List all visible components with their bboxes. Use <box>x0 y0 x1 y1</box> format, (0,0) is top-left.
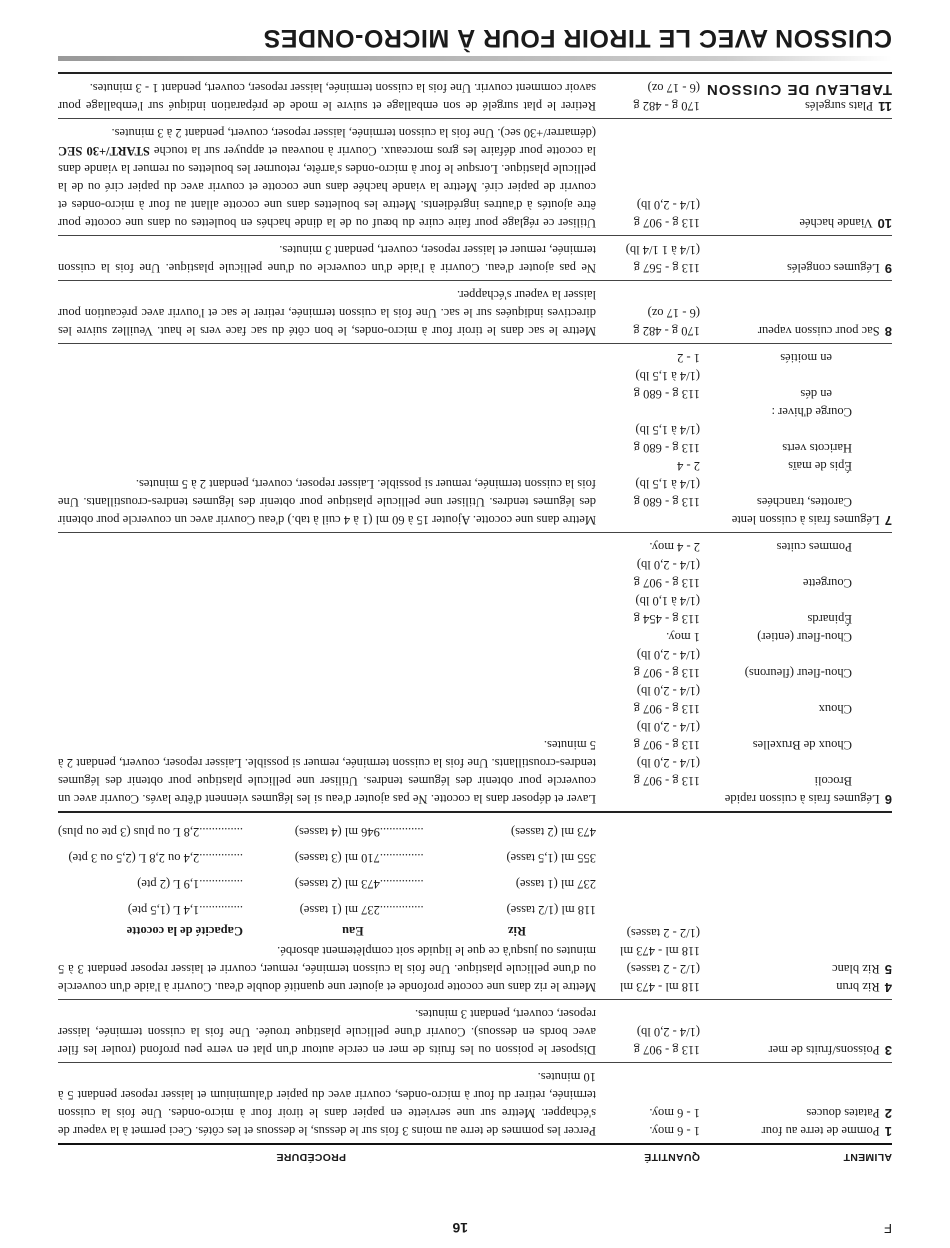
food-label: Pomme de terre au four <box>761 1124 880 1138</box>
procedure-cell: Mettre le sac dans le tiroir four à micro-ondes, le bon côté du sac face vers le haut. Veuillez suivre les directives indiquées sur le sac. Une fois la cuisson terminée, retirer le sac et l'ouvrir avec précaution pour laisser la vapeur s'échapper. <box>58 281 596 344</box>
rice-cell: ..............2,4 ou 2,8 L (2,5 ou 3 pte) <box>68 851 243 865</box>
quantity-line: (6 - 17 oz) <box>647 306 700 320</box>
food-label: Riz brun <box>836 980 880 994</box>
food-label: Patates douces <box>806 1106 880 1120</box>
quantity-line: 113 g - 907 g <box>633 666 700 680</box>
procedure-text: Utiliser ce réglage pour faire cuire du bœuf ou de la dinde hachés en boulettes ou dans une cocotte pour être ajoutés à d'autres ingrédients. Mettre les boulettes dans une cocotte allant au four à micro-ondes et couvrir de papier ciré. Mettre la viande hachée dans une cocotte et couvrir avec du papier ciré ou de la pellicule plastique. Lorsque le four à micro-ondes s'arrête, retourner les boulettes ou remuer la viande dans la cocotte pour défaire les gros morceaux. Couvrir à nouveau et appuyer sur la touche <box>58 144 596 230</box>
food-subitem-list <box>700 349 892 511</box>
quantity-line: 118 ml - 473 ml <box>619 980 700 994</box>
item-number: 11 <box>878 99 892 114</box>
header-procedure: PROCÉDURE <box>58 1144 596 1168</box>
quantity-line: (6 - 17 oz) <box>647 81 700 95</box>
rice-header-water: Eau <box>342 924 364 938</box>
quantity-line: 113 g - 907 g <box>633 702 700 716</box>
quantity-line: (1/4 - 2,0 lb) <box>636 648 700 662</box>
quantity-line: 113 g - 680 g <box>633 441 700 455</box>
item-number: 8 <box>884 324 892 339</box>
food-cell <box>700 344 892 533</box>
food-item <box>700 960 892 978</box>
rice-cell: ..............1,9 L (2 pte) <box>137 877 243 891</box>
food-item <box>700 790 892 808</box>
title-rule <box>58 56 892 61</box>
food-subitem: Choux de Bruxelles <box>752 738 852 752</box>
food-subitem: Épis de maïs <box>788 459 852 473</box>
language-marker: F <box>884 1221 892 1236</box>
food-subitem: Brocoli <box>814 774 852 788</box>
food-item <box>700 259 892 277</box>
food-label: Légumes congelés <box>786 261 880 275</box>
quantity-line: (1/4 - 2,0 lb) <box>636 1025 700 1039</box>
quantity-cell <box>596 119 700 236</box>
food-subitem <box>700 421 852 439</box>
item-number: 4 <box>884 980 892 995</box>
rice-table-row <box>58 870 596 896</box>
quantity-line: (1/4 à 1,5 lb) <box>635 369 700 383</box>
food-subitem: en dés <box>800 387 832 401</box>
rice-table-row <box>58 896 596 922</box>
procedure-cell: Disposer le poisson ou les fruits de mer en cercle autour d'un plat en verre peu profond (rouler les filer avec bords en dessous). Couvrir d'une pellicule plastique trouée. Une fois la cuisson terminée, laisser reposer, couvert, pendant 3 minutes. <box>58 1000 596 1063</box>
food-subitem: Épinards <box>807 612 852 626</box>
item-number: 6 <box>884 792 892 807</box>
item-number: 9 <box>884 261 892 276</box>
quantity-line: (1/4 à 1 1/4 lb) <box>625 243 700 257</box>
quantity-line: 113 g - 907 g <box>633 216 700 230</box>
food-subitem <box>700 556 852 574</box>
food-subitem: Courge d'hiver : <box>771 405 852 419</box>
header-food: ALIMENT <box>700 1144 892 1168</box>
food-subitem <box>700 754 852 772</box>
quantity-line: 113 g - 680 g <box>633 387 700 401</box>
quantity-line: 1 - 6 moy. <box>649 1106 700 1120</box>
food-item <box>700 97 892 115</box>
cooking-table <box>58 72 892 1168</box>
quantity-cell <box>596 812 700 1000</box>
food-subitem: en moitiés <box>780 351 832 365</box>
food-subitem <box>700 475 852 493</box>
quantity-line: 113 g - 907 g <box>633 774 700 788</box>
table-row <box>58 533 892 813</box>
quantity-line: 1 moy. <box>666 630 700 644</box>
food-subitem: Haricots verts <box>782 441 852 455</box>
quantity-cell <box>596 281 700 344</box>
quantity-cell <box>596 1000 700 1063</box>
quantity-cell <box>596 344 700 533</box>
procedure-text: Mettre le riz dans une cocotte profonde et ajouter une quantité double d'eau. Couvrir à l'aide d'un couvercle ou d'une pellicule plastique. Une fois la cuisson terminée, remuer, couvrir et laisser reposer pendant 3 à 5 minutes ou jusqu'à ce que le liquide soit complètement absorbé. <box>58 944 596 994</box>
quantity-cell <box>596 73 700 119</box>
page-title: CUISSON AVEC LE TIROIR FOUR À MICRO-ONDES <box>263 24 892 52</box>
quantity-line: 113 g - 907 g <box>633 576 700 590</box>
food-item <box>700 1041 892 1059</box>
quantity-line: 1 - 2 <box>677 351 700 365</box>
food-label: Poissons/fruits de mer <box>768 1043 880 1057</box>
food-item <box>700 214 892 232</box>
procedure-cell <box>58 119 596 236</box>
procedure-cell: Mettre dans une cocotte. Ajouter 15 à 60 ml (1 à 4 cuil à tab.) d'eau Couvrir avec un couvercle pour obtenir des légumes tendres. Utiliser une pellicule plastique pour obtenir des légumes tendres-croustillants. Une fois la cuisson terminée, remuer si possible. Laisser reposer, couvert, pendant 2 à 5 minutes. <box>58 344 596 533</box>
food-subitem: Pommes cuites <box>776 540 852 554</box>
table-row <box>58 119 892 236</box>
item-number: 7 <box>884 513 892 528</box>
rice-cell: ..............2,8 L ou plus (3 pte ou plus) <box>58 825 243 839</box>
quantity-line: (1/4 - 2,0 lb) <box>636 558 700 572</box>
quantity-line: (1/4 à 1,0 lb) <box>635 594 700 608</box>
food-cell <box>700 812 892 1000</box>
table-row <box>58 812 892 1000</box>
item-number: 5 <box>884 962 892 977</box>
quantity-line: 113 g - 907 g <box>633 1043 700 1057</box>
food-cell <box>700 73 892 119</box>
food-cell <box>700 236 892 281</box>
header-quantity: QUANTITÉ <box>596 1144 700 1168</box>
procedure-cell <box>58 812 596 1000</box>
quantity-cell <box>596 1063 700 1145</box>
quantity-line: (1/4 à 1,5 lb) <box>635 423 700 437</box>
table-row <box>58 1063 892 1145</box>
food-label: Légumes frais à cuisson rapide <box>724 792 880 806</box>
procedure-text: (démarrer/+30 sec). Une fois la cuisson terminée, laisser reposer, couvert, pendant 2 à 3 minutes. <box>111 126 596 140</box>
food-subitem: Choux <box>818 702 852 716</box>
food-subitem <box>700 718 852 736</box>
quantity-line: 170 g - 482 g <box>633 99 700 113</box>
food-subitem <box>700 592 852 610</box>
food-label: Viande hachée <box>799 216 873 230</box>
food-cell <box>700 281 892 344</box>
food-item <box>700 322 892 340</box>
procedure-cell: Ne pas ajouter d'eau. Couvrir à l'aide d'un couvercle ou d'une pellicule plastique. Une fois la cuisson terminée, remuer et laisser reposer, couvert, pendant 3 minutes. <box>58 236 596 281</box>
rice-header-capacity: Capacité de la cocotte <box>126 924 243 938</box>
food-cell <box>700 533 892 813</box>
rice-cell: 237 ml (1 tasse) <box>515 877 596 891</box>
quantity-line <box>596 403 700 421</box>
food-subitem: Chou-fleur (fleurons) <box>744 666 852 680</box>
procedure-cell: Laver et déposer dans la cocotte. Ne pas ajouter d'eau si les légumes viennent d'être lavés. Couvrir avec un couvercle pour obtenir des légumes tendres. Utiliser une pellicule plastique pour obtenir des légumes tendres-croustillants. Une fois la cuisson terminée, remuer si possible. Laisser reposer, couvert, pendant 2 à 5 minutes. <box>58 533 596 813</box>
item-number: 1 <box>884 1124 892 1139</box>
table-row <box>58 73 892 119</box>
food-cell <box>700 1000 892 1063</box>
rice-cell: 355 ml (1,5 tasse) <box>506 851 596 865</box>
table-row <box>58 344 892 533</box>
quantity-line: 170 g - 482 g <box>633 324 700 338</box>
rice-cell: ..............237 ml (1 tasse) <box>299 903 424 917</box>
quantity-line: 2 - 4 <box>677 459 700 473</box>
food-subitem-list <box>700 538 892 790</box>
food-subitem: Carottes, tranchées <box>756 495 852 509</box>
rice-cell: 473 ml (2 tasses) <box>510 825 596 839</box>
rice-table <box>58 818 596 940</box>
rice-table-header <box>58 922 596 940</box>
rice-cell: ..............946 ml (4 tasses) <box>294 825 424 839</box>
quantity-line: (1/4 - 2,0 lb) <box>636 756 700 770</box>
quantity-line: 1 - 6 moy. <box>649 1124 700 1138</box>
table-row <box>58 281 892 344</box>
quantity-line: (1/4 - 2,0 lb) <box>636 720 700 734</box>
rice-cell: ..............710 ml (3 tasses) <box>294 851 424 865</box>
quantity-line: 113 g - 680 g <box>633 495 700 509</box>
item-number: 10 <box>877 216 892 231</box>
quantity-line: (1/4 - 2,0 lb) <box>636 198 700 212</box>
food-label: Riz blanc <box>832 962 880 976</box>
rice-table-row <box>58 818 596 844</box>
food-subitem <box>700 367 852 385</box>
quantity-line: (1/4 à 1,5 lb) <box>635 477 700 491</box>
quantity-line: 2 - 4 moy. <box>649 540 700 554</box>
food-subitem: Chou-fleur (entier) <box>757 630 852 644</box>
procedure-cell: Percer les pommes de terre au moins 3 fois sur le dessus, le dessous et les côtés. Ceci permet à la vapeur de s'échapper. Mettre sur une serviette en papier dans le tiroir four à micro-ondes. Une fois la cuisson terminée, retirer du four à micro-ondes, couvrir avec du papier d'aluminium et laisser reposer pendant 5 à 10 minutes. <box>58 1063 596 1145</box>
table-row <box>58 236 892 281</box>
rice-header-rice: Riz <box>507 924 526 938</box>
quantity-line: 118 ml - 473 ml <box>619 944 700 958</box>
rice-table-row <box>58 844 596 870</box>
quantity-line: 113 g - 907 g <box>633 738 700 752</box>
food-label: Légumes frais à cuisson lente <box>731 513 880 527</box>
table-header-row <box>58 1144 892 1168</box>
food-subitem <box>700 682 852 700</box>
start-key-name: START/+30 SEC <box>58 144 150 158</box>
rice-cell: 118 ml (1/2 tasse) <box>506 903 596 917</box>
quantity-line: (1/2 - 2 tasses) <box>626 926 700 940</box>
quantity-line: 113 g - 454 g <box>633 612 700 626</box>
page-number: 16 <box>452 1220 468 1236</box>
quantity-line: (1/4 - 2,0 lb) <box>636 684 700 698</box>
item-number: 2 <box>884 1106 892 1121</box>
table-row <box>58 1000 892 1063</box>
quantity-cell <box>596 533 700 813</box>
rice-cell: ..............1,4 L (1,5 pte) <box>127 903 243 917</box>
procedure-cell: Retirer le plat surgelé de son emballage et suivre le mode de préparation indiqué sur l'emballage pour savoir comment couvrir. Une fois la cuisson terminée, laisser reposer, couvert, pendant 1 - 3 minutes. <box>58 73 596 119</box>
item-number: 3 <box>884 1043 892 1058</box>
food-item <box>700 978 892 996</box>
food-item <box>700 1122 892 1140</box>
quantity-line: 113 g - 567 g <box>633 261 700 275</box>
food-subitem: Courgette <box>802 576 852 590</box>
food-cell <box>700 1063 892 1145</box>
quantity-cell <box>596 236 700 281</box>
food-cell <box>700 119 892 236</box>
quantity-line: (1/2 - 2 tasses) <box>626 962 700 976</box>
food-subitem <box>700 646 852 664</box>
food-label: Plats surgelés <box>804 99 874 113</box>
rice-cell: ..............473 ml (2 tasses) <box>294 877 424 891</box>
food-item <box>700 1104 892 1122</box>
food-item <box>700 511 892 529</box>
food-label: Sac pour cuisson vapeur <box>757 324 880 338</box>
table-heading: TABLEAU DE CUISSON <box>705 81 892 98</box>
